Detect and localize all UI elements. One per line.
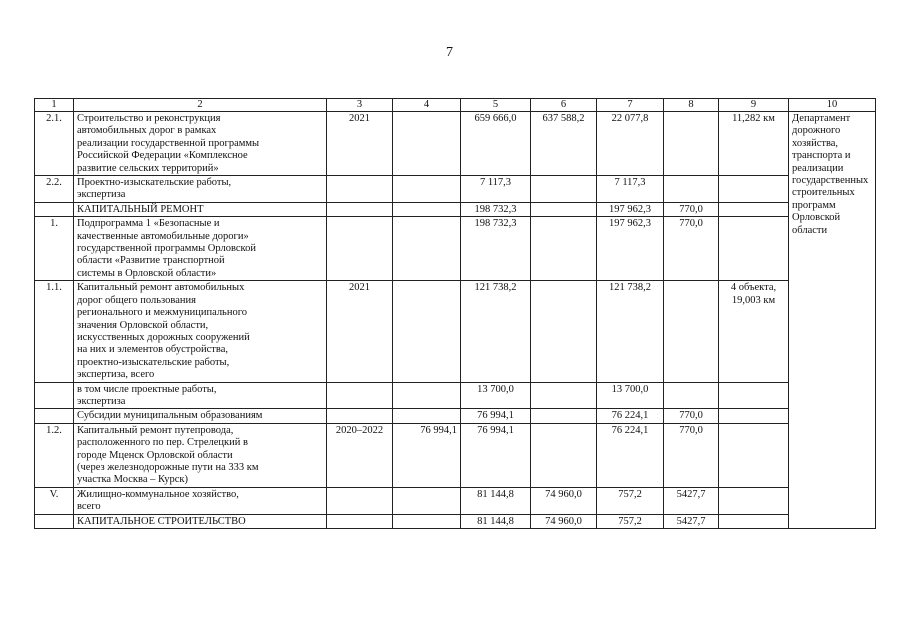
row-value (393, 202, 461, 216)
row-name: Капитальный ремонт путепровода, расположенного по пер. Стрелецкий в городе Мценск Орловской области (через железнодорожные пути на 333 км участка Москва – Курск) (74, 423, 327, 487)
header-cell: 3 (327, 99, 393, 112)
row-value: 197 962,3 (597, 202, 664, 216)
row-period (327, 487, 393, 514)
row-value (664, 112, 719, 176)
row-name: Субсидии муниципальным образованиям (74, 409, 327, 423)
row-indicator (719, 217, 789, 281)
row-number: 1.1. (35, 281, 74, 382)
row-value: 121 738,2 (597, 281, 664, 382)
row-value (393, 217, 461, 281)
row-value: 74 960,0 (531, 514, 597, 528)
row-period: 2020–2022 (327, 423, 393, 487)
table-row (35, 217, 876, 281)
row-indicator (719, 487, 789, 514)
row-value: 637 588,2 (531, 112, 597, 176)
row-name: Капитальный ремонт автомобильных дорог общего пользования регионального и межмуниципального значения Орловской области, искусственных дорожных сооружений на них и элементов обустройства, проектно-изыскательские работы, экспертиза, всего (74, 281, 327, 382)
row-value: 81 144,8 (461, 487, 531, 514)
row-value (393, 281, 461, 382)
row-value: 13 700,0 (461, 382, 531, 409)
header-cell: 10 (789, 99, 876, 112)
row-period (327, 514, 393, 528)
row-value (531, 176, 597, 203)
header-cell: 5 (461, 99, 531, 112)
header-row (35, 99, 876, 112)
row-name: Подпрограмма 1 «Безопасные и качественные автомобильные дороги» государственной программы Орловской области «Развитие транспортной системы в Орловской области» (74, 217, 327, 281)
header-cell: 7 (597, 99, 664, 112)
row-indicator (719, 176, 789, 203)
row-number: 2.2. (35, 176, 74, 203)
row-value (393, 176, 461, 203)
row-period (327, 217, 393, 281)
table-row (35, 487, 876, 514)
row-value (393, 409, 461, 423)
header-cell: 8 (664, 99, 719, 112)
row-period: 2021 (327, 112, 393, 176)
budget-table (34, 98, 876, 529)
row-number (35, 409, 74, 423)
header-cell: 9 (719, 99, 789, 112)
row-indicator (719, 382, 789, 409)
header-cell: 6 (531, 99, 597, 112)
row-value: 76 994,1 (461, 423, 531, 487)
table-row (35, 281, 876, 382)
row-number (35, 202, 74, 216)
row-indicator (719, 423, 789, 487)
row-period (327, 382, 393, 409)
row-value (531, 409, 597, 423)
row-value: 121 738,2 (461, 281, 531, 382)
header-cell: 2 (74, 99, 327, 112)
row-value (393, 382, 461, 409)
row-period: 2021 (327, 281, 393, 382)
row-indicator (719, 202, 789, 216)
table-row (35, 409, 876, 423)
row-value (393, 112, 461, 176)
row-number: V. (35, 487, 74, 514)
row-value (531, 217, 597, 281)
row-value: 81 144,8 (461, 514, 531, 528)
row-name: Жилищно-коммунальное хозяйство, всего (74, 487, 327, 514)
row-value: 198 732,3 (461, 217, 531, 281)
page-number: 7 (446, 45, 453, 60)
row-value: 198 732,3 (461, 202, 531, 216)
row-value: 770,0 (664, 409, 719, 423)
row-value: 7 117,3 (461, 176, 531, 203)
row-value: 13 700,0 (597, 382, 664, 409)
header-cell: 4 (393, 99, 461, 112)
row-value (531, 423, 597, 487)
row-value: 76 224,1 (597, 409, 664, 423)
row-number: 1. (35, 217, 74, 281)
table-row (35, 382, 876, 409)
row-value (531, 281, 597, 382)
table-row (35, 176, 876, 203)
row-name: Проектно-изыскательские работы, экспертиза (74, 176, 327, 203)
row-period (327, 176, 393, 203)
table-row (35, 423, 876, 487)
row-value: 659 666,0 (461, 112, 531, 176)
table-row (35, 112, 876, 176)
row-period (327, 202, 393, 216)
row-value (531, 202, 597, 216)
table-row (35, 514, 876, 528)
department-cell: Департамент дорожного хозяйства, транспорта и реализации государственных строительных программ Орловской области (789, 112, 876, 529)
row-value: 74 960,0 (531, 487, 597, 514)
row-value (664, 281, 719, 382)
row-value: 757,2 (597, 487, 664, 514)
row-indicator (719, 514, 789, 528)
row-value: 76 994,1 (461, 409, 531, 423)
row-value: 5427,7 (664, 514, 719, 528)
row-value: 5427,7 (664, 487, 719, 514)
row-name: КАПИТАЛЬНЫЙ РЕМОНТ (74, 202, 327, 216)
row-name: Строительство и реконструкция автомобильных дорог в рамках реализации государственной программы Российской Федерации «Комплексное развитие сельских территорий» (74, 112, 327, 176)
row-value: 770,0 (664, 423, 719, 487)
row-value: 770,0 (664, 217, 719, 281)
row-value: 770,0 (664, 202, 719, 216)
row-name: в том числе проектные работы, экспертиза (74, 382, 327, 409)
row-number: 1.2. (35, 423, 74, 487)
row-value (393, 514, 461, 528)
row-value: 76 994,1 (393, 423, 461, 487)
row-value (531, 382, 597, 409)
row-indicator: 11,282 км (719, 112, 789, 176)
row-value (664, 176, 719, 203)
row-value: 197 962,3 (597, 217, 664, 281)
row-value: 76 224,1 (597, 423, 664, 487)
row-name: КАПИТАЛЬНОЕ СТРОИТЕЛЬСТВО (74, 514, 327, 528)
row-value: 757,2 (597, 514, 664, 528)
row-value (393, 487, 461, 514)
row-number: 2.1. (35, 112, 74, 176)
row-value: 7 117,3 (597, 176, 664, 203)
row-value: 22 077,8 (597, 112, 664, 176)
row-value (664, 382, 719, 409)
table-row (35, 202, 876, 216)
row-number (35, 382, 74, 409)
header-cell: 1 (35, 99, 74, 112)
row-indicator: 4 объекта, 19,003 км (719, 281, 789, 382)
row-indicator (719, 409, 789, 423)
row-period (327, 409, 393, 423)
row-number (35, 514, 74, 528)
